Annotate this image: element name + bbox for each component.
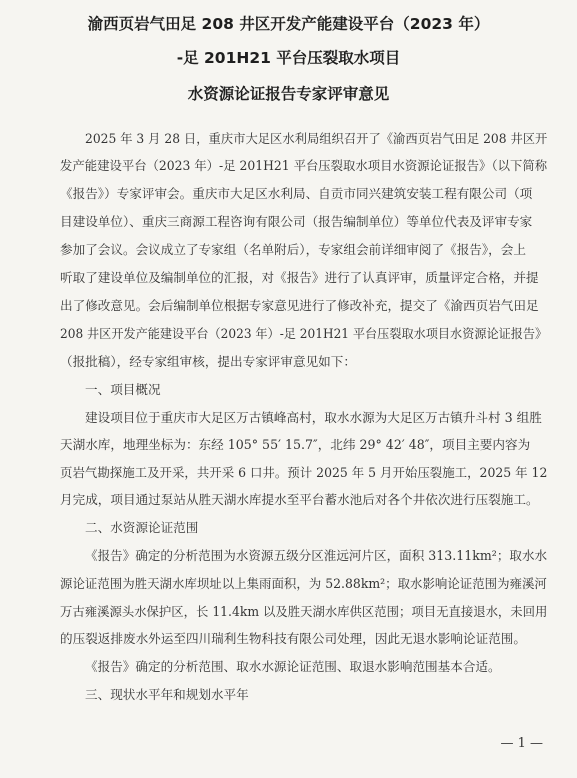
body-line: 出了修改意见。会后编制单位根据专家意见进行了修改补充，提交了《渝西页岩气田足 [60,298,539,313]
body-line: 月完成，项目通过泵站从胜天湖水库提水至平台蓄水池后对各个井依次进行压裂施工。 [60,492,539,507]
body-line: 《报告》）专家评审会。重庆市大足区水利局、自贡市同兴建筑安装工程有限公司（项 [60,186,533,201]
section-heading-2: 二、水资源论证范围 [85,520,199,535]
title-line-3: 水资源论证报告专家评审意见 [187,85,390,103]
body-line: 目建设单位）、重庆三商源工程咨询有限公司（报告编制单位）等单位代表及评审专家 [60,214,533,229]
body-line: 《报告》确定的分析范围、取水水源论证范围、取退水影响范围基本合适。 [85,659,501,674]
body-line: 页岩气勘探施工及开采，共开采 6 口井。预计 2025 年 5 月开始压裂施工，2025 年 12 [60,465,548,480]
title-line-2: -足 201H21 平台压裂取水项目 [176,49,401,67]
body-line: 发产能建设平台（2023 年）-足 201H21 平台压裂取水项目水资源论证报告》（以下简称 [60,158,548,173]
body-line: （报批稿），经专家组审核，提出专家评审意见如下： [60,354,356,369]
body-line: 源论证范围为胜天湖水库坝址以上集雨面积，为 52.88km²；取水影响论证范围为雍溪河 [60,576,547,591]
body-line: 听取了建设单位及编制单位的汇报，对《报告》进行了认真评审，质量评定合格，并提 [60,270,539,285]
body-line: 万古雍溪源头水保护区，长 11.4km 以及胜天湖水库供区范围；项目无直接退水，未回用 [60,604,548,619]
body-line: 《报告》确定的分析范围为水资源五级分区淮远河片区，面积 313.11km²；取水水 [85,548,548,563]
title-line-1: 渝西页岩气田足 208 井区开发产能建设平台（2023 年） [87,15,490,33]
body-line: 参加了会议。会议成立了专家组（名单附后），专家组会前详细审阅了《报告》，会上 [60,242,526,257]
section-heading-3: 三、现状水平年和规划水平年 [85,687,249,702]
body-line: 天湖水库，地理坐标为：东经 105° 55′ 15.7″，北纬 29° 42′ 48″，项目主要内容为 [60,437,531,452]
page-number: — 1 — [500,736,543,751]
body-line: 的压裂返排废水外运至四川瑞利生物科技有限公司处理，因此无退水影响论证范围。 [60,631,526,646]
body-line: 2025 年 3 月 28 日，重庆市大足区水利局组织召开了《渝西页岩气田足 208 井区开 [85,131,548,146]
section-heading-1: 一、项目概况 [85,382,161,397]
body-line: 208 井区开发产能建设平台（2023 年）-足 201H21 平台压裂取水项目水资源论证报告》 [60,326,548,341]
body-line: 建设项目位于重庆市大足区万古镇峰高村，取水水源为大足区万古镇升斗村 3 组胜 [85,410,542,425]
